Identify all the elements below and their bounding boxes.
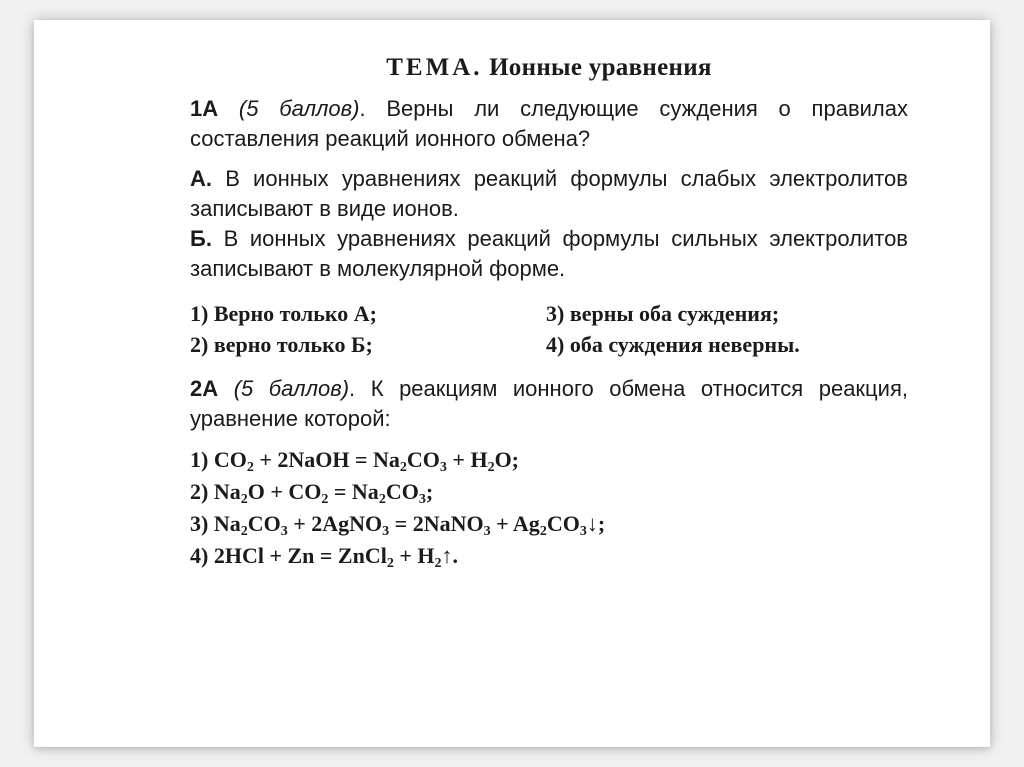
option-1: 1) Верно только А; [190, 301, 377, 326]
option-2: 2) верно только Б; [190, 332, 373, 357]
question-1-number: 1А [190, 96, 219, 121]
statement-a-label: А. [190, 166, 212, 191]
question-2-number: 2А [190, 376, 219, 401]
question-2-points: (5 баллов) [233, 376, 350, 401]
equation-list [190, 444, 908, 572]
question-2-text: . К реакциям ионного обмена относится реакция, уравнение которой: [190, 376, 908, 431]
equation-1: 1) $CO_2$ + 2NaOH = $Na_2CO_3 + H_2O$; [190, 447, 520, 475]
question-1 [190, 94, 908, 154]
option-3: 3) верны оба суждения; [546, 301, 780, 326]
statement-b [190, 224, 908, 284]
question-1-text: . Верны ли следующие суждения о правилах составления реакций ионного обмена? [190, 96, 908, 151]
slide [34, 20, 990, 747]
question-2 [190, 374, 908, 434]
answer-options [190, 298, 908, 360]
equation-3: 3) $Na_2CO_3$ + 2AgNO$_3$ = 2NaNO$_3$ + $Ag_2CO_3↓$; [190, 511, 606, 539]
equation-2: 2) $Na_2O + CO_2 = Na_2CO_3$; [190, 479, 434, 507]
title-prefix: ТЕМА. [386, 54, 483, 81]
title-text: Ионные уравнения [489, 54, 712, 81]
option-4: 4) оба суждения неверны. [546, 332, 800, 357]
statement-a-text: В ионных уравнениях реакций формулы слабых электролитов записывают в виде ионов. [190, 166, 908, 221]
equation-4: 4) 2HCl + Zn = ZnCl$_2$ + $H_2↑$. [190, 543, 458, 571]
statement-a [190, 164, 908, 224]
statement-b-text: В ионных уравнениях реакций формулы сильных электролитов записывают в молекулярной форме. [190, 226, 908, 281]
worksheet [190, 54, 908, 572]
page-title [190, 54, 908, 82]
question-1-points: (5 баллов) [238, 96, 360, 121]
statement-b-label: Б. [190, 226, 212, 251]
